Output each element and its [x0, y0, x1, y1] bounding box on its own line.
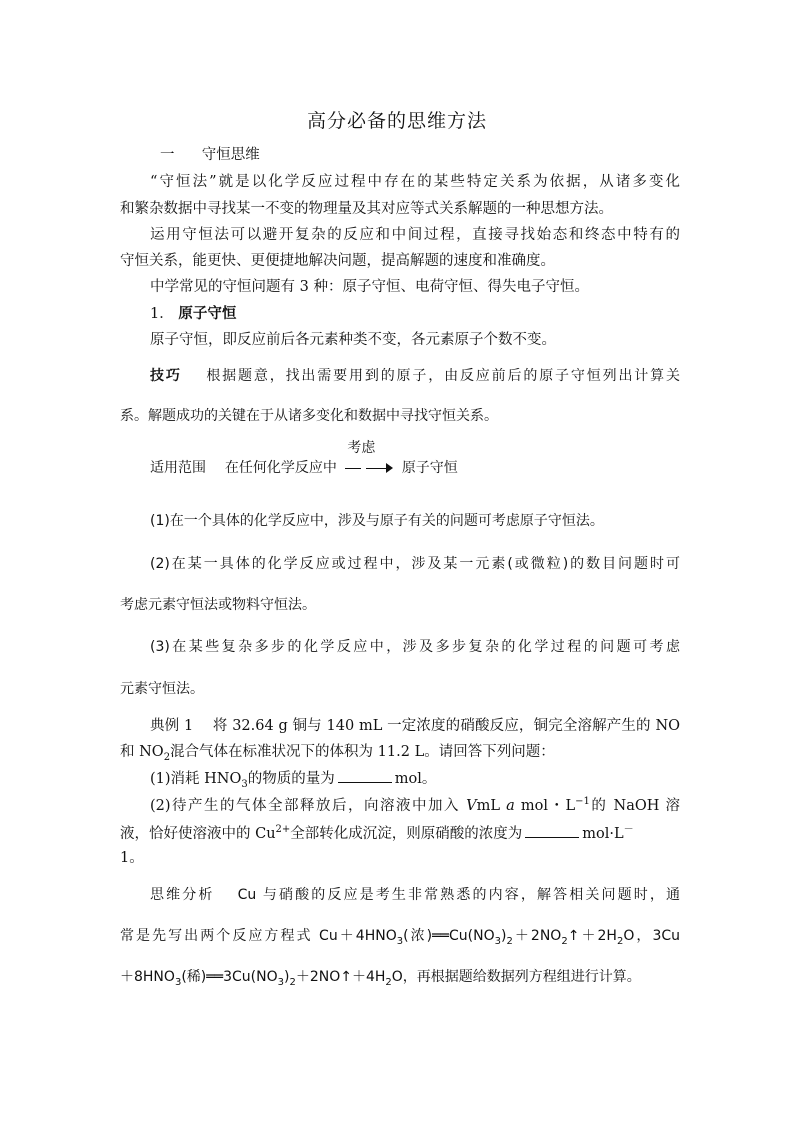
list-item: (1)在一个具体的化学反应中，涉及与原子有关的问题可考虑原子守恒法。 [150, 513, 604, 529]
question-2: (2)待产生的气体全部释放后，向溶液中加入 VmL a mol・$L^{-1}$的 NaOH 溶 [150, 796, 680, 814]
subsection-heading [150, 302, 680, 323]
scope-label: 适用范围 [150, 460, 206, 476]
section-number: 一 [160, 147, 175, 163]
example-line: 和 $NO_2$混合气体在标准状况下的体积为 11.2 L。请回答下列问题： [120, 744, 555, 763]
subsection-name: 原子守恒 [178, 305, 237, 322]
list-item-cont: 元素守恒法。 [120, 681, 204, 697]
section-name: 守恒思维 [201, 147, 260, 163]
tip-line: 系。解题成功的关键在于从诸多变化和数据中寻找守恒关系。 [120, 408, 498, 424]
paragraph-line: 和繁杂数据中寻找某一不变的物理量及其对应等式关系解题的一种思想方法。 [120, 201, 613, 217]
answer-blank[interactable] [338, 770, 392, 783]
example-label: 典例 1 [150, 718, 194, 734]
paragraph-line: 中学常见的守恒问题有 3 种：原子守恒、电荷守恒、得失电子守恒。 [150, 279, 589, 295]
example-line: 典例 1 将 32.64 g 铜与 140 mL 一定浓度的硝酸反应，铜完全溶解产生的 NO [150, 718, 681, 734]
scope-line: 适用范围 在任何化学反应中 考虑 原子守恒 [150, 440, 458, 476]
analysis-line: 思维分析 Cu 与硝酸的反应是考生非常熟悉的内容，解答相关问题时，通 [150, 887, 680, 903]
page-title: 高分必备的思维方法 [306, 110, 487, 132]
analysis-label: 思维分析 [150, 887, 215, 903]
tip-label: 技巧 [150, 368, 182, 384]
section-heading [160, 143, 260, 164]
subsection-number: 1． [150, 306, 174, 322]
question-2-cont: 1。 [120, 850, 144, 866]
list-item: (2)在某一具体的化学反应或过程中，涉及某一元素(或微粒)的数目问题时可 [150, 556, 680, 572]
arrow-icon: 考虑 [345, 459, 393, 477]
question-2-cont: 液，恰好使溶液中的 $Cu^{2+}$全部转化成沉淀，则原硝酸的浓度为 mol·L－ [120, 824, 634, 842]
paragraph-line: 守恒关系，能更快、更便捷地解决问题，提高解题的速度和准确度。 [120, 253, 555, 269]
paragraph-line: 运用守恒法可以避开复杂的反应和中间过程，直接寻找始态和终态中特有的 [150, 227, 680, 243]
analysis-line: $+8HNO_3$(稀)$══3Cu(NO_3)_2+2NO↑+4H_2O$，再根据题给数据列方程组进行计算。 [120, 969, 641, 988]
paragraph-line: 原子守恒，即反应前后各元素种类不变，各元素原子个数不变。 [150, 332, 556, 348]
list-item: (3)在某些复杂多步的化学反应中，涉及多步复杂的化学过程的问题可考虑 [150, 639, 680, 655]
tip-line: 技巧 根据题意，找出需要用到的原子，由反应前后的原子守恒列出计算关 [150, 368, 681, 384]
paragraph-line: “守恒法”就是以化学反应过程中存在的某些特定关系为依据，从诸多变化 [150, 174, 680, 190]
answer-blank[interactable] [525, 825, 579, 838]
analysis-line: 常是先写出两个反应方程式 $Cu+4HNO_3$(浓)$══Cu(NO_3)_2+2NO_2↑+2H_2O$，3Cu [120, 928, 680, 947]
question-1: (1)消耗 $HNO_3$的物质的量为 mol。 [150, 771, 437, 790]
list-item-cont: 考虑元素守恒法或物料守恒法。 [120, 597, 316, 613]
